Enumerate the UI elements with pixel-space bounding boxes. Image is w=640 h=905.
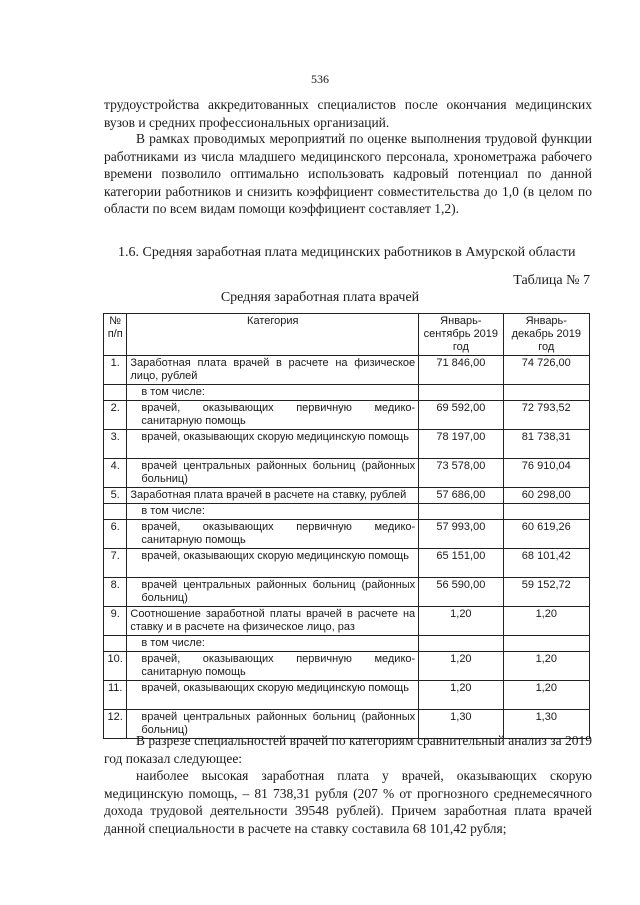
row-value-jan-sep: 78 197,00: [419, 430, 503, 459]
table-row: [104, 356, 590, 385]
row-value-jan-dec: [503, 504, 589, 520]
row-category: врачей центральных районных больниц (районных больниц): [127, 710, 419, 739]
row-value-jan-dec: 1,20: [503, 652, 589, 681]
row-number: 11.: [104, 681, 127, 710]
row-value-jan-sep: [419, 504, 503, 520]
salary-table: [103, 313, 590, 739]
header-jan-dec: Январь-декабрь 2019 год: [503, 314, 589, 356]
row-category: врачей, оказывающих первичную медико-санитарную помощь: [127, 520, 419, 549]
row-value-jan-dec: 59 152,72: [503, 578, 589, 607]
row-value-jan-dec: 68 101,42: [503, 549, 589, 578]
row-number: 7.: [104, 549, 127, 578]
header-number: № п/п: [104, 314, 127, 356]
row-category: врачей, оказывающих скорую медицинскую помощь: [127, 430, 419, 459]
row-value-jan-sep: 1,20: [419, 681, 503, 710]
row-category: врачей центральных районных больниц (районных больниц): [127, 578, 419, 607]
table-row: [104, 430, 590, 459]
analysis-ambulance-paragraph: наиболее высокая заработная плата у врачей, оказывающих скорую медицинскую помощь, – 81 738,31 рубля (207 % от прогнозного среднемесячного дохода трудовой деятельности 39548 рублей). Причем заработная плата врачей данной специальности в расчете на ставку составила 68 101,42 рубля;: [104, 768, 592, 836]
row-value-jan-sep: 69 592,00: [419, 401, 503, 430]
row-number: 4.: [104, 459, 127, 488]
row-category: врачей, оказывающих первичную медико-санитарную помощь: [127, 401, 419, 430]
row-value-jan-sep: [419, 636, 503, 652]
table-row: [104, 578, 590, 607]
section-heading: 1.6. Средняя заработная плата медицинских работников в Амурской области: [118, 245, 576, 260]
row-category: Заработная плата врачей в расчете на ставку, рублей: [127, 488, 419, 504]
row-category: врачей, оказывающих скорую медицинскую помощь: [127, 549, 419, 578]
table-row: [104, 488, 590, 504]
table-row: [104, 607, 590, 636]
table-row: [104, 681, 590, 710]
row-value-jan-dec: [503, 385, 589, 401]
row-value-jan-dec: 1,20: [503, 607, 589, 636]
row-number: 9.: [104, 607, 127, 636]
row-category: Соотношение заработной платы врачей в расчете на ставку и в расчете на физическое лицо, раз: [127, 607, 419, 636]
row-value-jan-dec: 60 298,00: [503, 488, 589, 504]
row-number: 3.: [104, 430, 127, 459]
intro-paragraph-continuation: трудоустройства аккредитованных специалистов после окончания медицинских вузов и средних профессиональных организаций.: [104, 97, 592, 130]
row-value-jan-dec: 74 726,00: [503, 356, 589, 385]
row-value-jan-sep: 1,20: [419, 607, 503, 636]
row-number: 5.: [104, 488, 127, 504]
row-number: 12.: [104, 710, 127, 739]
row-category: в том числе:: [127, 504, 419, 520]
table-row: [104, 385, 590, 401]
row-number: 1.: [104, 356, 127, 385]
row-category: Заработная плата врачей в расчете на физическое лицо, рублей: [127, 356, 419, 385]
table-header-row: [104, 314, 590, 356]
table-title: Средняя заработная плата врачей: [220, 290, 420, 305]
table-row: [104, 520, 590, 549]
row-value-jan-sep: 65 151,00: [419, 549, 503, 578]
table-row: [104, 636, 590, 652]
table-row: [104, 549, 590, 578]
row-number: 2.: [104, 401, 127, 430]
table-label: Таблица № 7: [513, 273, 590, 288]
row-number: [104, 636, 127, 652]
table-row: [104, 504, 590, 520]
row-number: [104, 504, 127, 520]
row-value-jan-sep: 57 993,00: [419, 520, 503, 549]
row-value-jan-dec: [503, 636, 589, 652]
row-category: врачей, оказывающих скорую медицинскую помощь: [127, 681, 419, 710]
row-number: 10.: [104, 652, 127, 681]
row-value-jan-dec: 72 793,52: [503, 401, 589, 430]
row-category: в том числе:: [127, 385, 419, 401]
row-value-jan-sep: 71 846,00: [419, 356, 503, 385]
row-category: в том числе:: [127, 636, 419, 652]
header-jan-sep: Январь-сентябрь 2019 год: [419, 314, 503, 356]
row-value-jan-sep: 73 578,00: [419, 459, 503, 488]
row-value-jan-sep: 1,20: [419, 652, 503, 681]
row-value-jan-dec: 1,30: [503, 710, 589, 739]
table-row: [104, 459, 590, 488]
row-value-jan-sep: 57 686,00: [419, 488, 503, 504]
row-value-jan-sep: 1,30: [419, 710, 503, 739]
row-value-jan-sep: [419, 385, 503, 401]
header-category: Категория: [127, 314, 419, 356]
row-category: врачей, оказывающих первичную медико-санитарную помощь: [127, 652, 419, 681]
row-value-jan-dec: 81 738,31: [503, 430, 589, 459]
row-value-jan-sep: 56 590,00: [419, 578, 503, 607]
table-row: [104, 652, 590, 681]
row-number: 6.: [104, 520, 127, 549]
page-number: 536: [311, 72, 329, 86]
analysis-intro-paragraph: В разрезе специальностей врачей по категориям сравнительный анализ за 2019 год показал следующее:: [104, 733, 592, 766]
row-value-jan-dec: 76 910,04: [503, 459, 589, 488]
table-row: [104, 401, 590, 430]
row-category: врачей центральных районных больниц (районных больниц): [127, 459, 419, 488]
intro-paragraph-timing: В рамках проводимых мероприятий по оценке выполнения трудовой функции работниками из числа младшего медицинского персонала, хронометража рабочего времени позволило оптимально использовать кадровый потенциал по данной категории работников и снизить коэффициент совместительства до 1,0 (в целом по области по всем видам помощи коэффициент составляет 1,2).: [104, 131, 592, 216]
row-number: 8.: [104, 578, 127, 607]
row-value-jan-dec: 1,20: [503, 681, 589, 710]
row-value-jan-dec: 60 619,26: [503, 520, 589, 549]
row-number: [104, 385, 127, 401]
